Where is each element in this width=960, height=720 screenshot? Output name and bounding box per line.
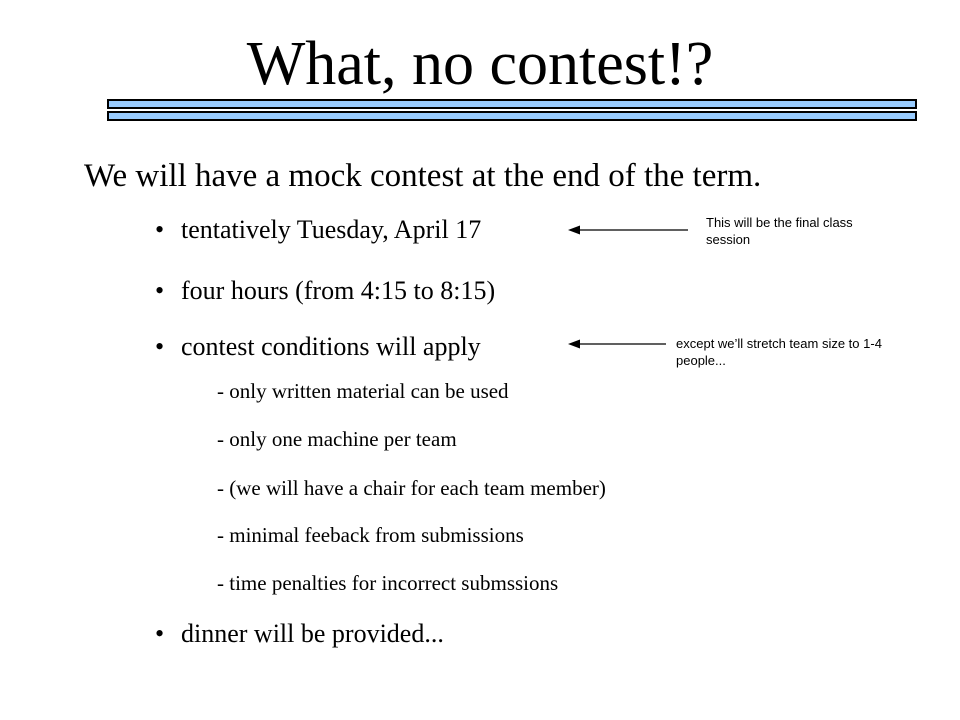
bullet-item (155, 330, 481, 364)
annotation-note: except we’ll stretch team size to 1-4 people... (676, 336, 882, 368)
sub-item: - only written material can be used (217, 379, 509, 403)
title-underline-bar-top (107, 99, 917, 109)
bullet-item (155, 213, 481, 247)
bullet-glyph: • (155, 276, 165, 305)
title-underline-bar-bottom (107, 111, 917, 121)
sub-item: - only one machine per team (217, 427, 457, 451)
arrow-left-icon (568, 337, 668, 351)
bullet-glyph: • (155, 215, 165, 244)
arrow-left-icon (568, 223, 690, 237)
bullet-item (155, 274, 495, 308)
slide-title: What, no contest!? (246, 30, 714, 98)
sub-item: - (we will have a chair for each team member) (217, 476, 606, 500)
slide-subtitle: We will have a mock contest at the end of the term. (84, 158, 762, 194)
bullet-text: four hours (from 4:15 to 8:15) (181, 276, 496, 305)
sub-item: - time penalties for incorrect submssions (217, 571, 559, 595)
bullet-text: tentatively Tuesday, April 17 (181, 215, 482, 244)
annotation-note: This will be the final class session (706, 215, 853, 247)
bullet-glyph: • (155, 332, 165, 361)
bullet-glyph: • (155, 619, 165, 648)
bullet-text: dinner will be provided... (181, 619, 444, 648)
bullet-item (155, 617, 444, 651)
bullet-text: contest conditions will apply (181, 332, 481, 361)
sub-item: - minimal feeback from submissions (217, 523, 524, 547)
